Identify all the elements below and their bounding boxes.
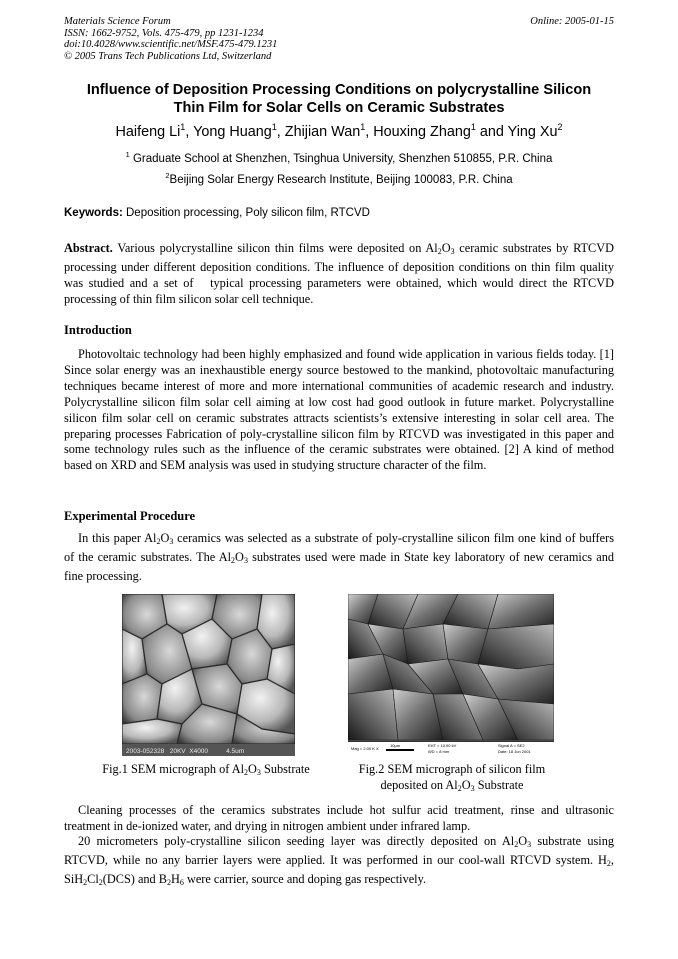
- affiliation-2: [40, 171, 638, 186]
- affiliation-number: 1: [125, 150, 130, 159]
- journal-name: Materials Science Forum: [64, 16, 171, 27]
- affiliation-text: Beijing Solar Energy Research Institute, Beijing 100083, P.R. China: [169, 173, 513, 186]
- affiliation-text: Graduate School at Shenzhen, Tsinghua University, Shenzhen 510855, P.R. China: [132, 152, 553, 165]
- title-line-2: Thin Film for Solar Cells on Ceramic Substrates: [173, 99, 505, 116]
- deposition-paragraph: 20 micrometers poly-crystalline silicon seeding layer was directly deposited on $Al_2O_3$ substrate using RTCVD, while no any barrier layers were applied. It was performed in our cool-wall RTCVD system. $H_2$, $SiH_2Cl_2(DCS)$ and $B_2H_6$ were carrier, source and doping gas respectively.: [64, 834, 614, 887]
- scale-bar: [386, 749, 414, 751]
- abstract-label: Abstract.: [64, 241, 113, 255]
- scale-label: 10µm: [390, 743, 401, 748]
- author-affiliation-mark: 1: [360, 122, 366, 132]
- signal-label: Signal A = SE2: [498, 743, 525, 748]
- eht-label: EHT = 10.00 kV: [428, 743, 457, 748]
- author-affiliation-mark: 2: [557, 122, 563, 132]
- author-name: Haifeng Li: [115, 123, 181, 140]
- author-name: Houxing Zhang: [373, 123, 471, 140]
- keywords-text: Deposition processing, Poly silicon film, RTCVD: [126, 207, 370, 219]
- journal-header: [64, 16, 614, 62]
- experimental-paragraph: In this paper $Al_2O_3$ ceramics was selected as a substrate of poly-crystalline silicon film one kind of buffers of the ceramic substrates. The $Al_2O_3$ substrates used were made in State key laboratory of new ceramics and fine processing.: [64, 531, 614, 583]
- keywords: [64, 207, 614, 219]
- experimental-heading: Experimental Procedure: [64, 509, 196, 523]
- title-line-1: Influence of Deposition Processing Conditions on polycrystalline Silicon: [86, 82, 592, 98]
- online-date: Online: 2005-01-15: [530, 16, 614, 27]
- abstract-paragraph: Abstract. Various polycrystalline silicon thin films were deposited on $Al_2O_3$ ceramic substrates by RTCVD processing under different deposition conditions. The influence of deposition conditions on thin film quality was studied and a set of typical processing parameters were obtained, which would direct the RTCVD processing of thin film silicon solar cell technique.: [64, 241, 615, 306]
- author-affiliation-mark: 1: [470, 122, 476, 132]
- figure-1-caption: Fig.1 SEM micrograph of $Al_2O_3$ Substrate: [102, 762, 310, 777]
- keywords-label: Keywords:: [64, 207, 123, 219]
- figure-2-info-bar: [348, 741, 554, 756]
- cleaning-paragraph: Cleaning processes of the ceramics substrates include hot sulfur acid treatment, rinse and ultrasonic treatment in de-ionized water, and drying in nitrogen ambient under infrared lamp.: [64, 803, 614, 833]
- author-name: Ying Xu: [507, 123, 558, 140]
- author-list: Haifeng Li$^1$, Yong Huang$^1$, Zhijian Wan$^1$, Houxing Zhang$^1$ and Ying Xu$^2$: [115, 122, 563, 140]
- author-affiliation-mark: 1: [271, 122, 277, 132]
- doi-line[interactable]: doi:10.4028/www.scientific.net/MSF.475-479.1231: [64, 39, 278, 51]
- author-name: Yong Huang: [193, 123, 272, 140]
- paper-title: [40, 82, 638, 117]
- figure-1-sem-image: [122, 594, 295, 756]
- author-name: Zhijian Wan: [284, 123, 361, 140]
- affiliation-number: 2: [165, 171, 170, 180]
- copyright-line: © 2005 Trans Tech Publications Ltd, Switzerland: [64, 50, 272, 62]
- introduction-paragraph: Photovoltaic technology had been highly emphasized and found wide application in various fields today. [1] Since solar energy was an inexhaustible energy source bestowed to the mankind, photovoltaic manufacturing techniques became interest of more and more international communities of academic research and industry. Polycrystalline silicon film solar cell aiming at low cost had good outlook in future market. Polycrystalline silicon film solar cell on ceramic substrates attracts scientists’s extensive interesting in solar cell area. The preparing processes Fabrication of poly-crystalline silicon film by RTCVD was investigated in this paper and some technology rules such as the influence of the ceramic substrates were obtained. [2] A kind of method based on XRD and SEM analysis was used in studying structure character of the film.: [64, 347, 614, 473]
- magnification-label: Mag = 2.00 K X: [351, 746, 379, 751]
- author-affiliation-mark: 1: [180, 122, 186, 132]
- issn-line: ISSN: 1662-9752, Vols. 475-479, pp 1231-1234: [64, 27, 264, 39]
- ceramic-grain-texture: [122, 594, 295, 756]
- introduction-heading: Introduction: [64, 323, 132, 337]
- wd-label: WD = 8 mm: [428, 749, 450, 754]
- affiliation-1: [40, 150, 638, 165]
- figure-1-scalebar-text: 2003-052328 20KV X4000 4.5um: [126, 748, 245, 755]
- date-label: Date: 18 Jun 2001: [498, 749, 531, 754]
- figure-2-sem-image: [348, 594, 554, 756]
- figure-2-caption: Fig.2 SEM micrograph of silicon film deposited on $Al_2O_3$ Substrate: [358, 762, 546, 793]
- silicon-film-texture: [348, 594, 554, 756]
